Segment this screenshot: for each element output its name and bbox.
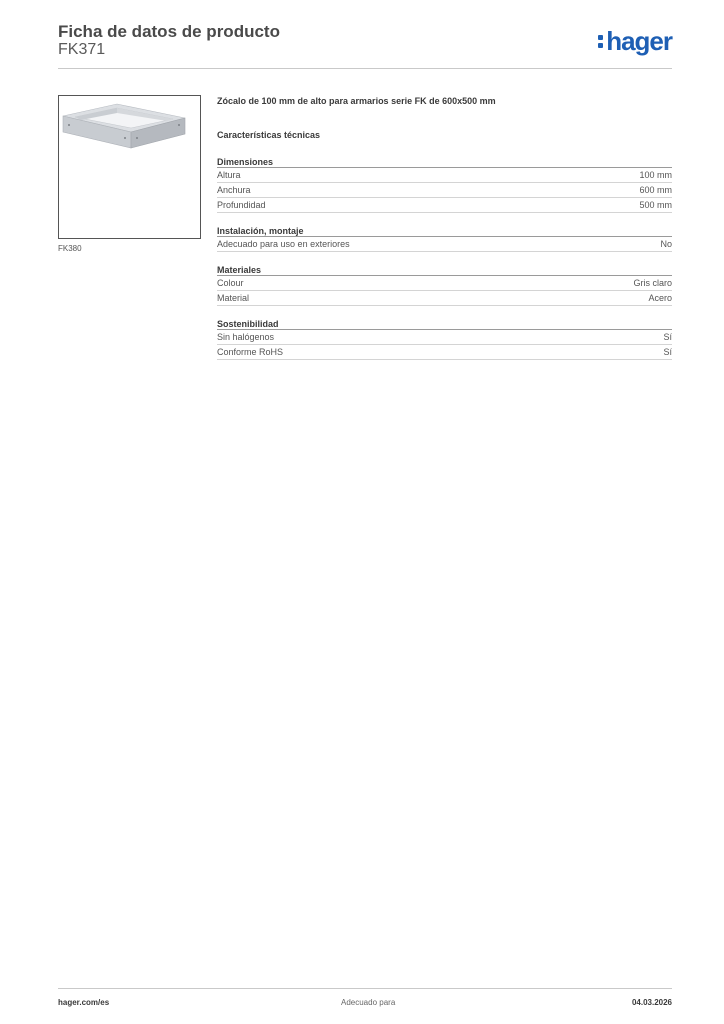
table-row xyxy=(217,276,672,291)
page-title: Ficha de datos de producto xyxy=(58,22,280,41)
footer-divider xyxy=(58,988,672,989)
row-label: Profundidad xyxy=(217,200,266,210)
product-details xyxy=(217,96,672,360)
logo-dots-icon xyxy=(598,33,604,49)
section-dimensions xyxy=(217,156,672,213)
row-label: Sin halógenos xyxy=(217,332,275,342)
row-value: 600 mm xyxy=(639,185,672,195)
header-divider xyxy=(58,68,672,69)
image-caption: FK380 xyxy=(58,244,82,253)
row-value: 100 mm xyxy=(639,170,672,180)
row-label: Colour xyxy=(217,278,244,288)
section-title: Sostenibilidad xyxy=(217,318,672,330)
logo-text: hager xyxy=(606,26,672,56)
row-label: Altura xyxy=(217,170,241,180)
section-title: Materiales xyxy=(217,264,672,276)
row-label: Anchura xyxy=(217,185,251,195)
footer-website-link[interactable]: hager.com/es xyxy=(58,998,110,1007)
row-label: Material xyxy=(217,293,250,303)
table-row xyxy=(217,183,672,198)
table-row xyxy=(217,168,672,183)
row-label: Adecuado para uso en exteriores xyxy=(217,239,350,249)
hager-logo xyxy=(598,26,672,56)
table-row xyxy=(217,330,672,345)
footer-date: 04.03.2026 xyxy=(631,998,672,1007)
table-row xyxy=(217,198,672,213)
section-materials xyxy=(217,264,672,306)
plinth-frame-image xyxy=(59,96,200,238)
row-value: Acero xyxy=(648,293,672,303)
page-header xyxy=(58,20,672,70)
table-row xyxy=(217,237,672,252)
table-row xyxy=(217,345,672,360)
row-value: Sí xyxy=(663,332,672,342)
product-image xyxy=(58,95,201,239)
table-row xyxy=(217,291,672,306)
footer-center-text: Adecuado para xyxy=(341,998,396,1007)
section-installation xyxy=(217,225,672,252)
characteristics-heading: Características técnicas xyxy=(217,130,321,140)
row-value: 500 mm xyxy=(639,200,672,210)
product-description: Zócalo de 100 mm de alto para armarios serie FK de 600x500 mm xyxy=(217,96,496,106)
page-footer xyxy=(58,998,672,1010)
section-sustainability xyxy=(217,318,672,360)
product-code: FK371 xyxy=(58,41,106,58)
section-title: Dimensiones xyxy=(217,156,672,168)
row-value: Sí xyxy=(663,347,672,357)
section-title: Instalación, montaje xyxy=(217,225,672,237)
row-value: Gris claro xyxy=(633,278,672,288)
row-value: No xyxy=(660,239,672,249)
row-label: Conforme RoHS xyxy=(217,347,284,357)
